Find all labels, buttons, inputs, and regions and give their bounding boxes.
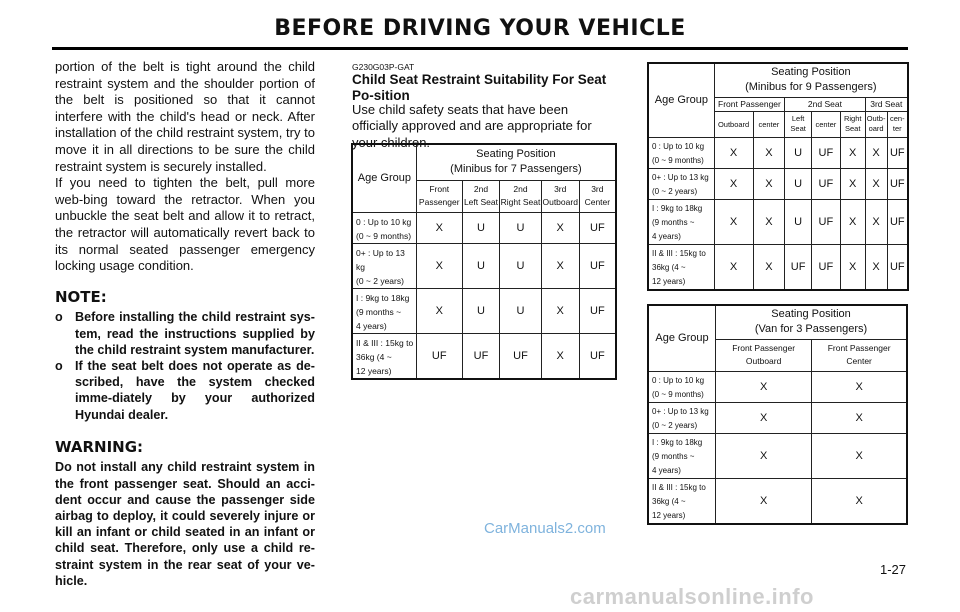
age-group-cell: I : 9kg to 18kg (9 months ~ 4 years) — [648, 199, 714, 244]
table-cell: UF — [887, 244, 908, 290]
age-group-cell: 0 : Up to 10 kg (0 ~ 9 months) — [648, 371, 716, 402]
group-header: Front Passenger — [714, 97, 785, 111]
note-item-text: Before installing the child restraint sys-tem, read the instructions supplied by the child restraint system manufacturer. — [75, 310, 315, 357]
page-number: 1-27 — [880, 562, 907, 577]
table-cell: UF — [416, 333, 462, 379]
table-cell: UF — [811, 168, 840, 199]
column-header: Right Seat — [840, 111, 865, 137]
table-cell: X — [541, 333, 579, 379]
table-cell: UF — [579, 288, 616, 333]
table-cell: UF — [500, 333, 542, 379]
column-header: 3rd Outboard — [541, 180, 579, 212]
age-group-header: Age Group — [648, 63, 714, 137]
seating-position-header: Seating Position (Minibus for 9 Passengers) — [714, 63, 908, 97]
table-cell: U — [462, 288, 500, 333]
column-header: center — [753, 111, 785, 137]
table-cell: X — [753, 244, 785, 290]
warning-text: Do not install any child restraint system in the front passenger seat. Should an acci-dent occur and cause the passenger side airbag to deploy, it could severely injure or kill an infant or child seated in an infant or child seat. Therefore, only use a child re-straint system in the rear seat of your ve-hicle. — [55, 460, 315, 588]
group-header: 3rd Seat — [865, 97, 908, 111]
table-van-3 — [647, 304, 908, 525]
body-paragraph-1: portion of the belt is tight around the child restraint system and the shoulder portion of the belt is positioned so that it cannot interfere with the child's head or neck. After installation of the child restraint system, try to move it in all directions to be sure the child restraint system is securely installed. — [55, 59, 315, 174]
column-header: Front Passenger Center — [812, 339, 907, 371]
age-group-cell: II & III : 15kg to 36kg (4 ~ 12 years) — [648, 478, 716, 524]
column-header: 3rd Center — [579, 180, 616, 212]
table-cell: X — [716, 371, 812, 402]
table-row — [648, 433, 907, 478]
note-item-text: If the seat belt does not operate as de-scribed, have the system checked imme-diately by your authorized Hyundai dealer. — [75, 358, 315, 422]
table-cell: X — [753, 168, 785, 199]
age-group-cell: 0+ : Up to 13 kg (0 ~ 2 years) — [648, 168, 714, 199]
table-cell: UF — [887, 137, 908, 168]
table-cell: X — [865, 137, 887, 168]
table-row — [352, 288, 616, 333]
header-rule — [52, 47, 908, 50]
table-cell: X — [714, 168, 753, 199]
table-row — [648, 199, 908, 244]
watermark-link[interactable]: CarManuals2.com — [484, 520, 606, 537]
table-cell: UF — [811, 244, 840, 290]
table-cell: X — [753, 199, 785, 244]
table-cell: X — [714, 199, 753, 244]
note-item — [55, 309, 315, 358]
table-cell: UF — [887, 168, 908, 199]
column-header: 2nd Left Seat — [462, 180, 500, 212]
table-cell: X — [416, 288, 462, 333]
table-cell: X — [840, 137, 865, 168]
table-cell: X — [865, 244, 887, 290]
table-row — [352, 212, 616, 243]
table-cell: UF — [579, 243, 616, 288]
footer-watermark: carmanualsonline.info — [570, 584, 814, 609]
table-cell: X — [541, 243, 579, 288]
bullet-marker: o — [55, 310, 63, 325]
body-paragraph-2: If you need to tighten the belt, pull more web-bing toward the retractor. When you unbuckle the seat belt and allow it to retract, the retractor will automatically revert back to its normal seated passenger emergency locking usage condition. — [55, 175, 315, 274]
page-header-title: BEFORE DRIVING YOUR VEHICLE — [274, 16, 686, 41]
group-header: 2nd Seat — [785, 97, 865, 111]
table-row — [648, 371, 907, 402]
warning-title: WARNING: — [55, 437, 144, 456]
age-group-cell: 0 : Up to 10 kg (0 ~ 9 months) — [352, 212, 416, 243]
table-cell: U — [785, 168, 812, 199]
table-cell: X — [541, 212, 579, 243]
age-group-header: Age Group — [352, 144, 416, 212]
table-cell: X — [416, 212, 462, 243]
age-group-cell: 0 : Up to 10 kg (0 ~ 9 months) — [648, 137, 714, 168]
section-title: Child Seat Restraint Suitability For Seat Po-sition — [352, 72, 607, 103]
table-cell: X — [812, 433, 907, 478]
table-cell: X — [812, 478, 907, 524]
table-minibus-9 — [647, 62, 909, 291]
table-cell: UF — [887, 199, 908, 244]
table-row — [648, 478, 907, 524]
column-header: center — [811, 111, 840, 137]
table-row — [648, 137, 908, 168]
table-cell: UF — [462, 333, 500, 379]
age-group-cell: 0+ : Up to 13 kg (0 ~ 2 years) — [648, 402, 716, 433]
table-cell: X — [865, 168, 887, 199]
column-header: Outb- oard — [865, 111, 887, 137]
table-cell: X — [716, 478, 812, 524]
table-cell: UF — [579, 212, 616, 243]
age-group-cell: I : 9kg to 18kg (9 months ~ 4 years) — [648, 433, 716, 478]
table-row — [648, 402, 907, 433]
table-cell: X — [812, 402, 907, 433]
table-row — [352, 333, 616, 379]
table-cell: U — [785, 137, 812, 168]
table-cell: X — [416, 243, 462, 288]
note-item — [55, 358, 315, 423]
column-header: Left Seat — [785, 111, 812, 137]
table-cell: X — [714, 137, 753, 168]
table-cell: UF — [785, 244, 812, 290]
seating-position-header: Seating Position (Van for 3 Passengers) — [716, 305, 907, 339]
column-header: 2nd Right Seat — [500, 180, 542, 212]
age-group-header: Age Group — [648, 305, 716, 371]
table-row — [352, 243, 616, 288]
bullet-marker: o — [55, 358, 63, 373]
table-row — [648, 168, 908, 199]
table-cell: UF — [811, 137, 840, 168]
age-group-cell: I : 9kg to 18kg (9 months ~ 4 years) — [352, 288, 416, 333]
table-cell: X — [716, 433, 812, 478]
age-group-cell: II & III : 15kg to 36kg (4 ~ 12 years) — [352, 333, 416, 379]
left-column — [55, 59, 315, 589]
table-cell: U — [500, 243, 542, 288]
table-cell: X — [716, 402, 812, 433]
section-intro: Use child safety seats that have been officially approved and are appropriate for your children. — [352, 102, 592, 150]
table-cell: X — [541, 288, 579, 333]
column-header: Outboard — [714, 111, 753, 137]
table-cell: X — [840, 244, 865, 290]
table-cell: X — [812, 371, 907, 402]
seating-position-header: Seating Position (Minibus for 7 Passengers) — [416, 144, 616, 180]
table-cell: X — [840, 168, 865, 199]
table-cell: U — [462, 212, 500, 243]
table-cell: U — [785, 199, 812, 244]
table-cell: X — [840, 199, 865, 244]
table-cell: U — [462, 243, 500, 288]
column-header: Front Passenger — [416, 180, 462, 212]
age-group-cell: II & III : 15kg to 36kg (4 ~ 12 years) — [648, 244, 714, 290]
table-cell: U — [500, 288, 542, 333]
note-title: NOTE: — [55, 287, 107, 306]
table-cell: UF — [579, 333, 616, 379]
column-header: Front Passenger Outboard — [716, 339, 812, 371]
table-cell: UF — [811, 199, 840, 244]
table-minibus-7 — [351, 143, 617, 380]
column-header: cen- ter — [887, 111, 908, 137]
table-cell: X — [753, 137, 785, 168]
age-group-cell: 0+ : Up to 13 kg (0 ~ 2 years) — [352, 243, 416, 288]
table-cell: X — [865, 199, 887, 244]
section-code: G230G03P-GAT — [352, 62, 415, 72]
table-cell: U — [500, 212, 542, 243]
table-row — [648, 244, 908, 290]
table-cell: X — [714, 244, 753, 290]
